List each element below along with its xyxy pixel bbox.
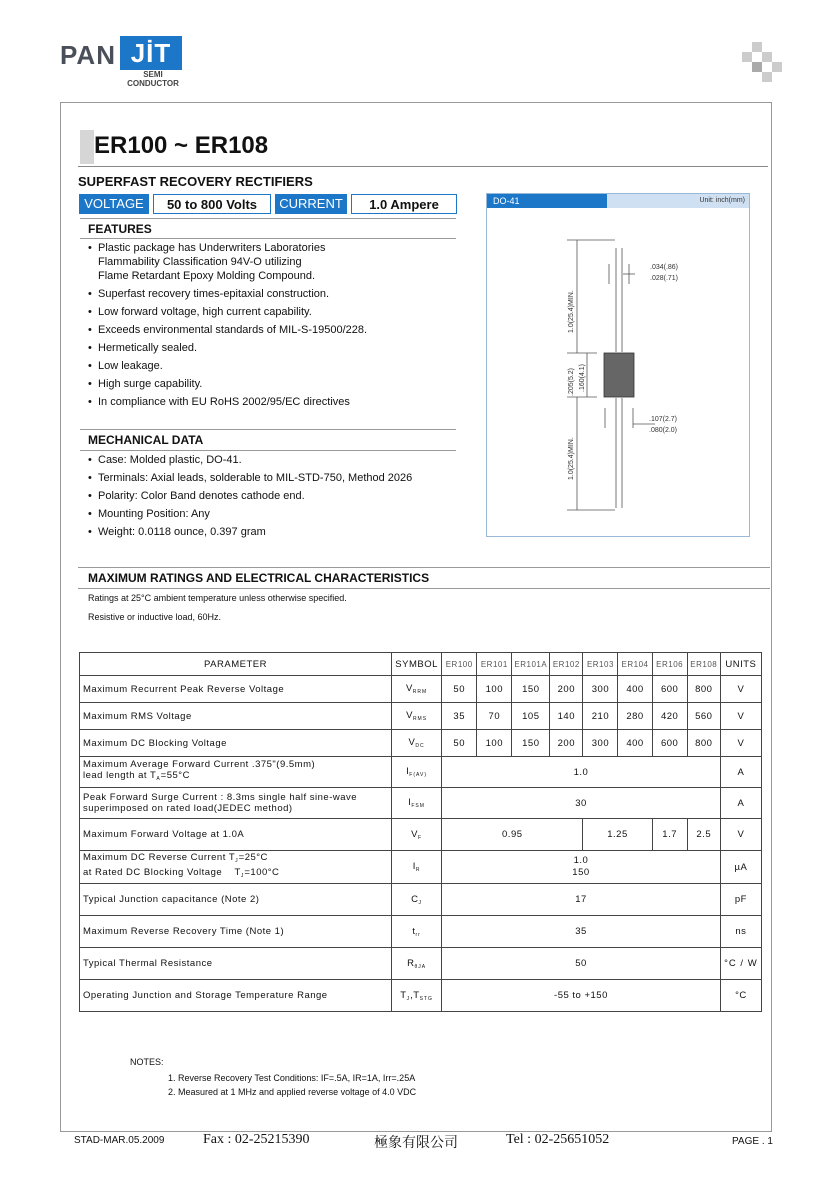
row-value: 17: [442, 884, 721, 916]
row-value: 600: [652, 676, 687, 703]
dim-body-len-max: .205(5.2): [568, 367, 575, 396]
row-symbol: $V_{RMS}$: [392, 703, 442, 730]
dim-body-dia-min: .080(2.0): [649, 427, 678, 434]
feature-item: • High surge capability.: [88, 377, 468, 391]
row-unit: V: [720, 730, 761, 757]
do41-outline-drawing: [487, 208, 749, 536]
row-parameter: Maximum Average Forward Current .375"(9.5mm) lead length at $T_A=55^\circ C$: [80, 757, 392, 788]
row-symbol: $V_F$: [392, 819, 442, 851]
checker-decoration-icon: [742, 42, 782, 82]
row-value: 200: [550, 730, 583, 757]
row-unit: °C: [720, 980, 761, 1012]
footer-fax: Fax : 02-25215390: [203, 1132, 310, 1147]
ratings-rule: [78, 588, 770, 589]
current-label: CURRENT: [275, 194, 347, 214]
row-symbol: $C_J$: [392, 884, 442, 916]
feature-item: • Plastic package has Underwriters Laboratories Flammability Classification 94V-O utilizing Flame Retardant Epoxy Molding Compound.: [88, 241, 468, 283]
row-symbol: $I_{FSM}$: [392, 788, 442, 819]
row-value: 1.0: [442, 757, 721, 788]
row-parameter: Maximum DC Blocking Voltage: [80, 730, 392, 757]
row-value: 140: [550, 703, 583, 730]
voltage-label: VOLTAGE: [79, 194, 149, 214]
row-unit: A: [720, 788, 761, 819]
row-value: 560: [687, 703, 720, 730]
row-value: -55 to +150: [442, 980, 721, 1012]
features-rule-top: [80, 218, 456, 219]
dim-body-len-min: .160(4.1): [579, 363, 586, 392]
row-value: 150: [512, 676, 550, 703]
table-row: [80, 916, 762, 948]
table-row: [80, 703, 762, 730]
row-value: 400: [618, 730, 652, 757]
row-value: 50: [442, 730, 477, 757]
row-unit: V: [720, 703, 761, 730]
header-part: ER103: [583, 653, 618, 676]
header-part: ER100: [442, 653, 477, 676]
header-part: ER101A: [512, 653, 550, 676]
mechanical-item: • Polarity: Color Band denotes cathode end.: [88, 489, 468, 503]
footer-page: PAGE . 1: [732, 1136, 773, 1147]
product-subtitle: SUPERFAST RECOVERY RECTIFIERS: [78, 174, 313, 189]
ratings-note-1: Ratings at 25°C ambient temperature unless otherwise specified.: [88, 593, 347, 603]
mech-rule: [80, 450, 456, 451]
voltage-value: 50 to 800 Volts: [153, 194, 271, 214]
feature-item: • In compliance with EU RoHS 2002/95/EC directives: [88, 395, 468, 409]
footer-tel: Tel : 02-25651052: [506, 1132, 610, 1147]
features-heading: FEATURES: [88, 222, 152, 236]
header-symbol: SYMBOL: [392, 653, 442, 676]
row-value: 2.5: [687, 819, 720, 851]
logo-conductor: CONDUCTOR: [127, 79, 179, 88]
row-value: 800: [687, 676, 720, 703]
features-list: [88, 241, 468, 413]
feature-item: • Hermetically sealed.: [88, 341, 468, 355]
row-parameter: Maximum DC Reverse Current $T_J=25^\circ C$ at Rated DC Blocking Voltage $T_J=100^\circ C$: [80, 851, 392, 884]
header-part: ER106: [652, 653, 687, 676]
row-value: 100: [477, 730, 512, 757]
row-value: 50: [442, 948, 721, 980]
table-row: [80, 730, 762, 757]
row-unit: ns: [720, 916, 761, 948]
table-header-row: [80, 653, 762, 676]
row-value: 420: [652, 703, 687, 730]
row-parameter: Maximum RMS Voltage: [80, 703, 392, 730]
mechanical-item: • Weight: 0.0118 ounce, 0.397 gram: [88, 525, 468, 539]
header-part: ER101: [477, 653, 512, 676]
row-value: 600: [652, 730, 687, 757]
feature-item: • Low leakage.: [88, 359, 468, 373]
title-shade: [80, 130, 94, 164]
row-symbol: $R_{\theta JA}$: [392, 948, 442, 980]
row-value: 105: [512, 703, 550, 730]
header-part: ER108: [687, 653, 720, 676]
row-symbol: $I_{F(AV)}$: [392, 757, 442, 788]
table-row: [80, 676, 762, 703]
row-unit: pF: [720, 884, 761, 916]
dim-body-dia-max: .107(2.7): [649, 416, 678, 423]
row-parameter: Maximum Forward Voltage at 1.0A: [80, 819, 392, 851]
row-value: 30: [442, 788, 721, 819]
ratings-rule-top: [78, 567, 770, 568]
mechanical-list: [88, 453, 468, 543]
logo-subtitle: [124, 70, 182, 88]
header-part: ER102: [550, 653, 583, 676]
row-symbol: $I_R$: [392, 851, 442, 884]
note-2: 2. Measured at 1 MHz and applied reverse voltage of 4.0 VDC: [168, 1087, 417, 1097]
row-value: 1.0 150: [442, 851, 721, 884]
row-value: 0.95: [442, 819, 583, 851]
dim-lead-length-top: 1.0(25.4)MIN.: [568, 290, 575, 333]
mechanical-heading: MECHANICAL DATA: [88, 433, 204, 447]
dim-lead-dia-min: .028(.71): [650, 275, 679, 282]
row-unit: µA: [720, 851, 761, 884]
row-unit: A: [720, 757, 761, 788]
title-rule: [78, 166, 768, 167]
row-value: 300: [583, 676, 618, 703]
mechanical-item: • Case: Molded plastic, DO-41.: [88, 453, 468, 467]
feature-item: • Low forward voltage, high current capability.: [88, 305, 468, 319]
package-name: DO-41: [487, 194, 607, 208]
logo-semi: SEMI: [143, 70, 163, 79]
notes-heading: NOTES:: [130, 1057, 164, 1067]
page-title: ER100 ~ ER108: [94, 132, 269, 159]
logo-jit-badge: JİT: [120, 36, 182, 70]
mechanical-item: • Terminals: Axial leads, solderable to MIL-STD-750, Method 2026: [88, 471, 468, 485]
row-value: 1.25: [583, 819, 652, 851]
header-units: UNITS: [720, 653, 761, 676]
row-unit: V: [720, 819, 761, 851]
footer-company: 極象有限公司: [374, 1136, 458, 1151]
row-value: 280: [618, 703, 652, 730]
note-1: 1. Reverse Recovery Test Conditions: IF=.5A, IR=1A, Irr=.25A: [168, 1073, 416, 1083]
row-unit: V: [720, 676, 761, 703]
package-unit: Unit: inch(mm): [607, 194, 749, 208]
ratings-table: [79, 652, 762, 1012]
row-value: 50: [442, 676, 477, 703]
logo-pan-text: PAN: [60, 40, 116, 70]
row-parameter: Operating Junction and Storage Temperature Range: [80, 980, 392, 1012]
row-value: 400: [618, 676, 652, 703]
row-symbol: $t_{rr}$: [392, 916, 442, 948]
ratings-heading: MAXIMUM RATINGS AND ELECTRICAL CHARACTERISTICS: [88, 571, 430, 585]
row-symbol: $V_{DC}$: [392, 730, 442, 757]
row-value: 150: [512, 730, 550, 757]
feature-item: • Superfast recovery times-epitaxial construction.: [88, 287, 468, 301]
row-parameter: Maximum Recurrent Peak Reverse Voltage: [80, 676, 392, 703]
feature-item: • Exceeds environmental standards of MIL-S-19500/228.: [88, 323, 468, 337]
row-symbol: $T_J,T_{STG}$: [392, 980, 442, 1012]
mechanical-item: • Mounting Position: Any: [88, 507, 468, 521]
dim-lead-length-bottom: 1.0(25.4)MIN.: [568, 437, 575, 480]
table-row: [80, 980, 762, 1012]
footer-doc-id: STAD-MAR.05.2009: [74, 1135, 165, 1146]
row-parameter: Maximum Reverse Recovery Time (Note 1): [80, 916, 392, 948]
row-symbol: $V_{RRM}$: [392, 676, 442, 703]
dim-lead-dia-max: .034(.86): [650, 264, 679, 271]
row-value: 35: [442, 703, 477, 730]
table-row: [80, 851, 762, 884]
table-row: [80, 884, 762, 916]
row-parameter: Typical Thermal Resistance: [80, 948, 392, 980]
row-value: 35: [442, 916, 721, 948]
table-row: [80, 948, 762, 980]
header-parameter: PARAMETER: [80, 653, 392, 676]
features-rule: [80, 238, 456, 239]
row-value: 210: [583, 703, 618, 730]
current-value: 1.0 Ampere: [351, 194, 457, 214]
table-row: [80, 757, 762, 788]
row-parameter: Peak Forward Surge Current : 8.3ms single half sine-wave superimposed on rated load(JEDEC method): [80, 788, 392, 819]
row-value: 800: [687, 730, 720, 757]
table-row: [80, 788, 762, 819]
row-value: 1.7: [652, 819, 687, 851]
row-value: 200: [550, 676, 583, 703]
header-part: ER104: [618, 653, 652, 676]
row-parameter: Typical Junction capacitance (Note 2): [80, 884, 392, 916]
table-row: [80, 819, 762, 851]
mech-rule-top: [80, 429, 456, 430]
ratings-note-2: Resistive or inductive load, 60Hz.: [88, 612, 222, 622]
row-value: 300: [583, 730, 618, 757]
row-unit: °C / W: [720, 948, 761, 980]
row-value: 100: [477, 676, 512, 703]
row-value: 70: [477, 703, 512, 730]
